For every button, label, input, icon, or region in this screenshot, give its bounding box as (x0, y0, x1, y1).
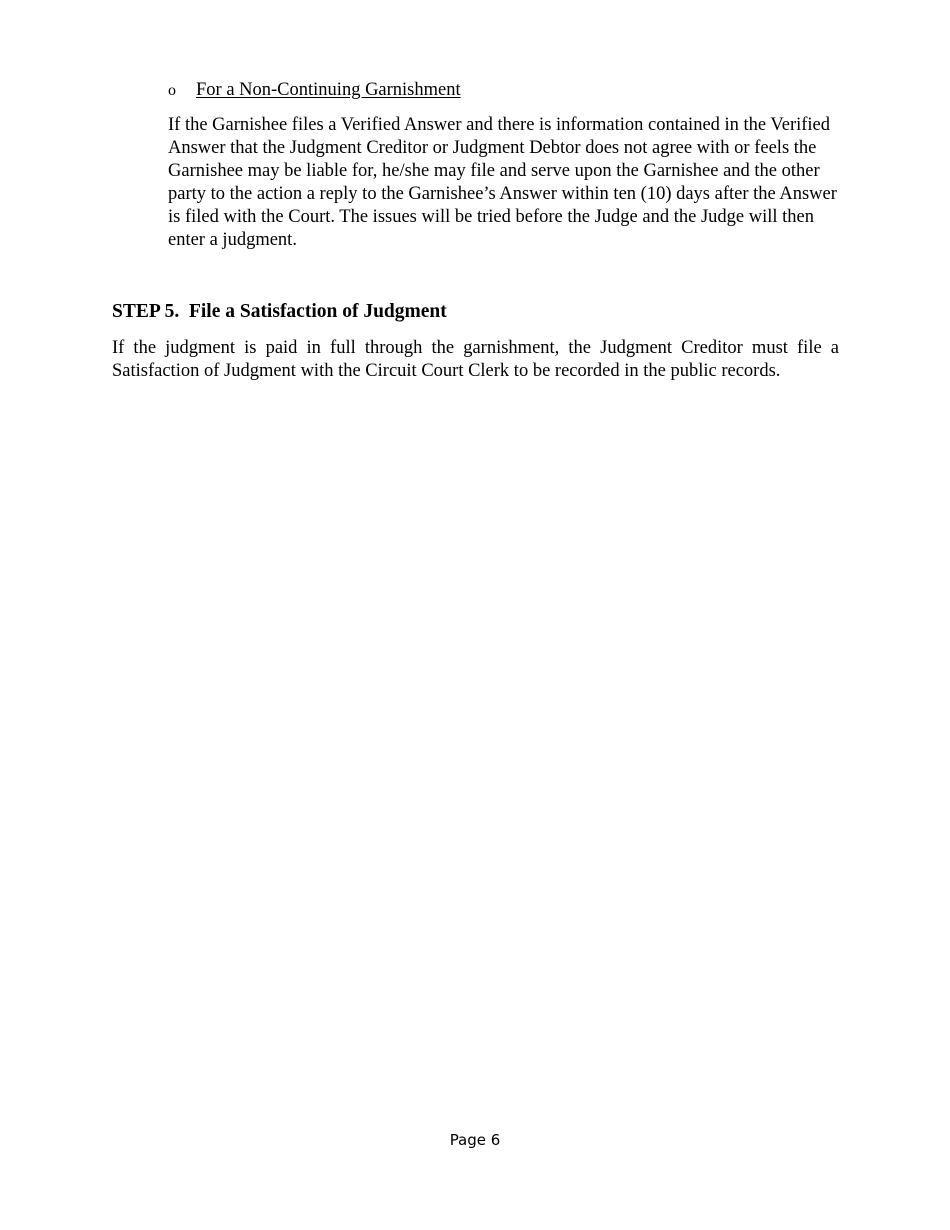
satisfaction-of-judgment-paragraph: If the judgment is paid in full through the garnishment, the Judgment Creditor must file a Satisfaction of Judgment with the Circuit Court Clerk to be recorded in the public records. (112, 338, 839, 381)
hollow-bullet-icon: o (168, 82, 176, 99)
step-5-heading: STEP 5. File a Satisfaction of Judgment (112, 301, 447, 322)
bullet-item-title: For a Non-Continuing Garnishment (196, 80, 461, 100)
verified-answer-paragraph: If the Garnishee files a Verified Answer and there is information contained in the Verified Answer that the Judgment Creditor or Judgment Debtor does not agree with or feels the Garnishee may be liable for, he/she may file and serve upon the Garnishee and the other party to the action a reply to the Garnishee’s Answer within ten (10) days after the Answer is filed with the Court. The issues will be tried before the Judge and the Judge will then enter a judgment. (168, 115, 837, 250)
page-number: Page 6 (449, 1131, 501, 1149)
bullet-item-non-continuing-garnishment (168, 78, 868, 103)
